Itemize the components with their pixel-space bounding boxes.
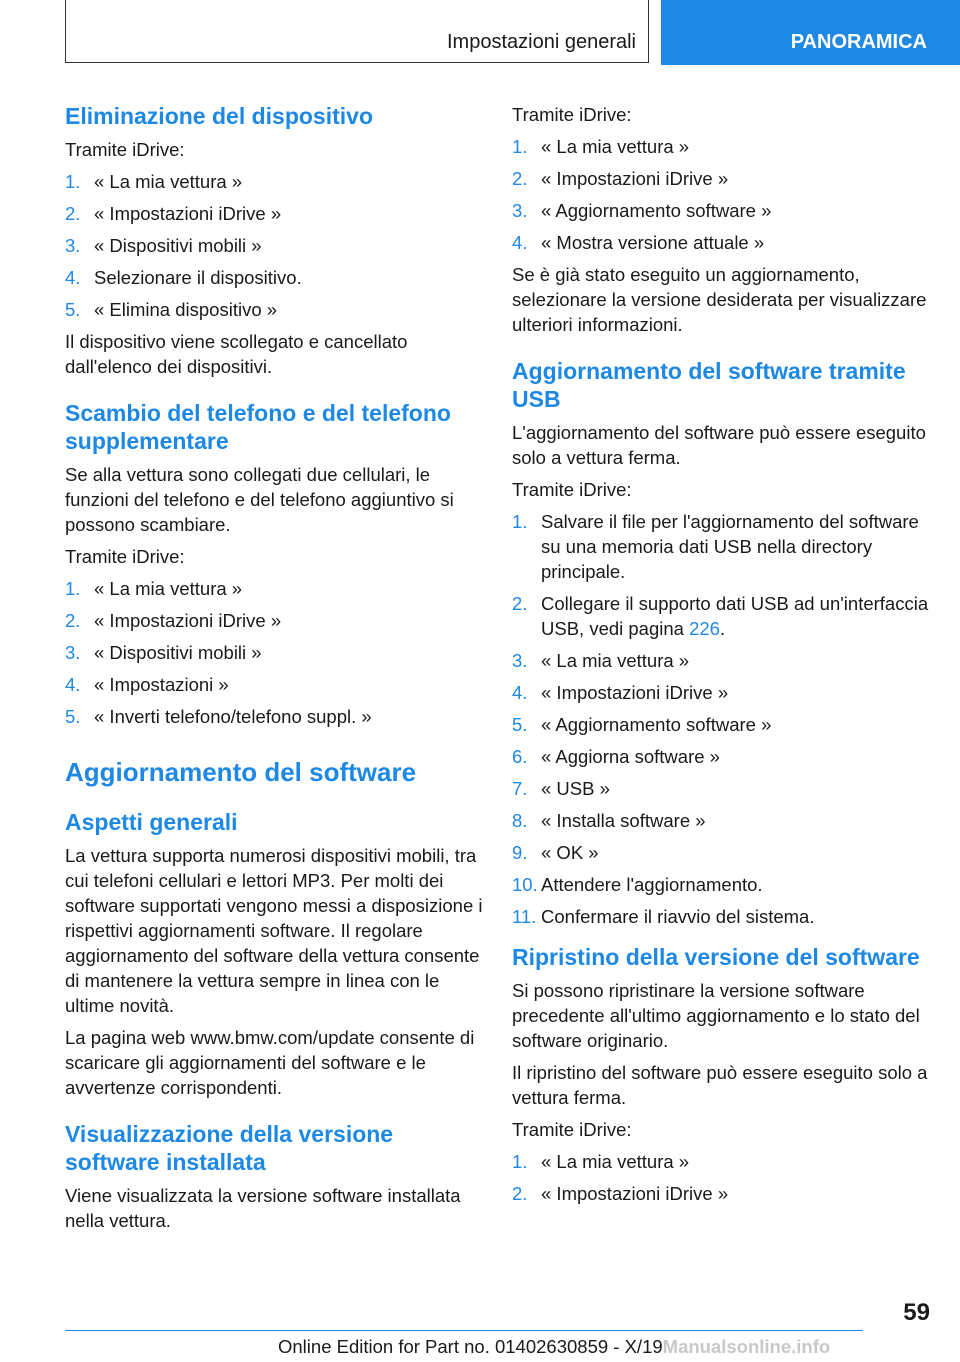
step-number: 9. [512,842,528,863]
heading-usb: Aggiornamento del software tramite USB [512,358,906,412]
via-idrive: Tramite iDrive: [65,139,185,160]
steps-usb [512,509,936,641]
list-item [65,608,485,633]
heading-aspetti: Aspetti generali [65,809,238,835]
step-number: 1. [65,578,81,599]
list-item [512,808,936,833]
steps-ripristino [512,1149,936,1206]
via-idrive: Tramite iDrive: [65,546,185,567]
via-idrive: Tramite iDrive: [512,1119,632,1140]
paragraph-visualizzazione: Viene visualizzata la versione software installata nella vettura. [65,1185,461,1231]
step-text: « Impostazioni » [94,674,229,695]
list-item: 2. Collegare il supporto dati USB ad un'interfaccia USB, vedi pagina 226. [512,593,929,639]
step-text: « La mia vettura » [94,171,243,192]
list-item [512,1181,936,1206]
step-text: « La mia vettura » [541,136,690,157]
steps-usb-continued [512,648,936,929]
step-number: 3. [512,650,528,671]
step-number: 8. [512,810,528,831]
list-item [65,169,485,194]
list-item: 1. Salvare il file per l'aggiornamento del software su una memoria dati USB nella directory principale. [512,511,919,582]
list-item [512,840,936,865]
list-item [512,904,936,929]
step-text: « Dispositivi mobili » [94,642,262,663]
step-text: « La mia vettura » [541,1151,690,1172]
paragraph-aspetti-2: La pagina web www.bmw.com/update consente di scaricare gli aggiornamenti del software e le avvertenze corrispondenti. [65,1027,475,1098]
step-text: « Elimina dispositivo » [94,299,278,320]
step-text: « Impostazioni iDrive » [94,203,282,224]
paragraph-versione: Se è già stato eseguito un aggiornamento, selezionare la versione desiderata per visualizzare ulteriori informazioni. [512,264,927,335]
list-item [512,712,936,737]
list-item [65,201,485,226]
step-number: 5. [65,706,81,727]
step-number: 2. [512,1183,528,1204]
via-idrive: Tramite iDrive: [512,104,632,125]
step-text: « La mia vettura » [94,578,243,599]
left-column [65,102,485,1233]
heading-scambio: Scambio del telefono e del telefono supplementare [65,400,451,454]
step-text: Attendere l'aggiornamento. [541,874,763,895]
step-number: 4. [65,267,81,288]
list-item [65,265,485,290]
list-item [65,576,485,601]
paragraph-usb: L'aggiornamento del software può essere eseguito solo a vettura ferma. [512,422,926,468]
steps-scambio [65,576,485,729]
step-number: 2. [65,203,81,224]
step-text: « Dispositivi mobili » [94,235,262,256]
footer-edition-text: Online Edition for Part no. 01402630859 - X/19 [278,1336,663,1357]
list-item [65,640,485,665]
step-number: 6. [512,746,528,767]
step-number: 5. [65,299,81,320]
step-text: « Aggiorna software » [541,746,720,767]
list-item [512,680,936,705]
list-item [512,230,936,255]
page-link[interactable]: 226 [689,618,720,639]
heading-aggiornamento: Aggiornamento del software [65,757,417,787]
step-text-end: . [719,618,726,639]
footer-edition [278,1336,830,1358]
header-section-title: Impostazioni generali [447,31,636,53]
step-text: « Mostra versione attuale » [541,232,765,253]
step-text: « Aggiornamento software » [541,714,772,735]
list-item [65,672,485,697]
list-item [512,1149,936,1174]
list-item [65,704,485,729]
via-idrive: Tramite iDrive: [512,479,632,500]
paragraph-eliminazione: Il dispositivo viene scollegato e cancellato dall'elenco dei dispositivi. [65,331,408,377]
step-number: 3. [65,235,81,256]
step-number: 2. [65,610,81,631]
step-number: 5. [512,714,528,735]
step-text: « Impostazioni iDrive » [541,1183,729,1204]
step-number: 1. [65,171,81,192]
footer-rule [65,1330,863,1331]
steps-eliminazione [65,169,485,322]
step-text: « Inverti telefono/telefono suppl. » [94,706,372,727]
step-text: Selezionare il dispositivo. [94,267,302,288]
footer-watermark: Manualsonline.info [662,1336,831,1357]
step-text: « Aggiornamento software » [541,200,772,221]
step-text: « Installa software » [541,810,706,831]
step-text: « Impostazioni iDrive » [541,168,729,189]
list-item [512,744,936,769]
list-item [512,134,936,159]
right-column [512,102,936,1213]
step-text: « OK » [541,842,599,863]
list-item [512,648,936,673]
step-text: Collegare il supporto dati USB ad un'interfaccia USB, vedi pagina [541,593,929,639]
step-number: 2. [512,168,528,189]
paragraph-ripristino-2: Il ripristino del software può essere eseguito solo a vettura ferma. [512,1062,928,1108]
heading-eliminazione: Eliminazione del dispositivo [65,103,373,129]
step-number: 4. [65,674,81,695]
step-text: « Impostazioni iDrive » [541,682,729,703]
step-text: Salvare il file per l'aggiornamento del software su una memoria dati USB nella directory principale. [541,511,919,582]
step-number: 1. [512,1151,528,1172]
step-text: Confermare il riavvio del sistema. [541,906,815,927]
steps-versione [512,134,936,255]
step-number: 1. [512,136,528,157]
heading-visualizzazione: Visualizzazione della versione software installata [65,1121,394,1175]
paragraph-aspetti-1: La vettura supporta numerosi dispositivi mobili, tra cui telefoni cellulari e lettori MP3. Per molti dei software supportati vengono messi a disposizione i rispettivi aggiornamenti software. Il regolare aggiornamento del software della vettura consente di mantenere la vettura sempre in linea con le ultime novità. [65,845,483,1016]
list-item [65,297,485,322]
header-section-tab [65,0,649,63]
step-number: 7. [512,778,528,799]
step-text: « Impostazioni iDrive » [94,610,282,631]
list-item [512,166,936,191]
step-number: 4. [512,232,528,253]
list-item [65,233,485,258]
paragraph-scambio: Se alla vettura sono collegati due cellulari, le funzioni del telefono e del telefono aggiuntivo si possono scambiare. [65,464,454,535]
paragraph-ripristino-1: Si possono ripristinare la versione software precedente all'ultimo aggiornamento e lo stato del software originario. [512,980,920,1051]
page-number: 59 [903,1299,930,1326]
step-text: « USB » [541,778,610,799]
step-number: 3. [65,642,81,663]
list-item [512,776,936,801]
step-number: 10. [512,874,538,895]
step-number: 3. [512,200,528,221]
step-text: « La mia vettura » [541,650,690,671]
heading-ripristino: Ripristino della versione del software [512,944,920,970]
list-item [512,198,936,223]
header-chapter-title: PANORAMICA [790,31,927,53]
list-item [512,872,936,897]
step-number: 11. [512,906,537,927]
step-number: 4. [512,682,528,703]
header-chapter-tab[interactable] [661,0,960,65]
